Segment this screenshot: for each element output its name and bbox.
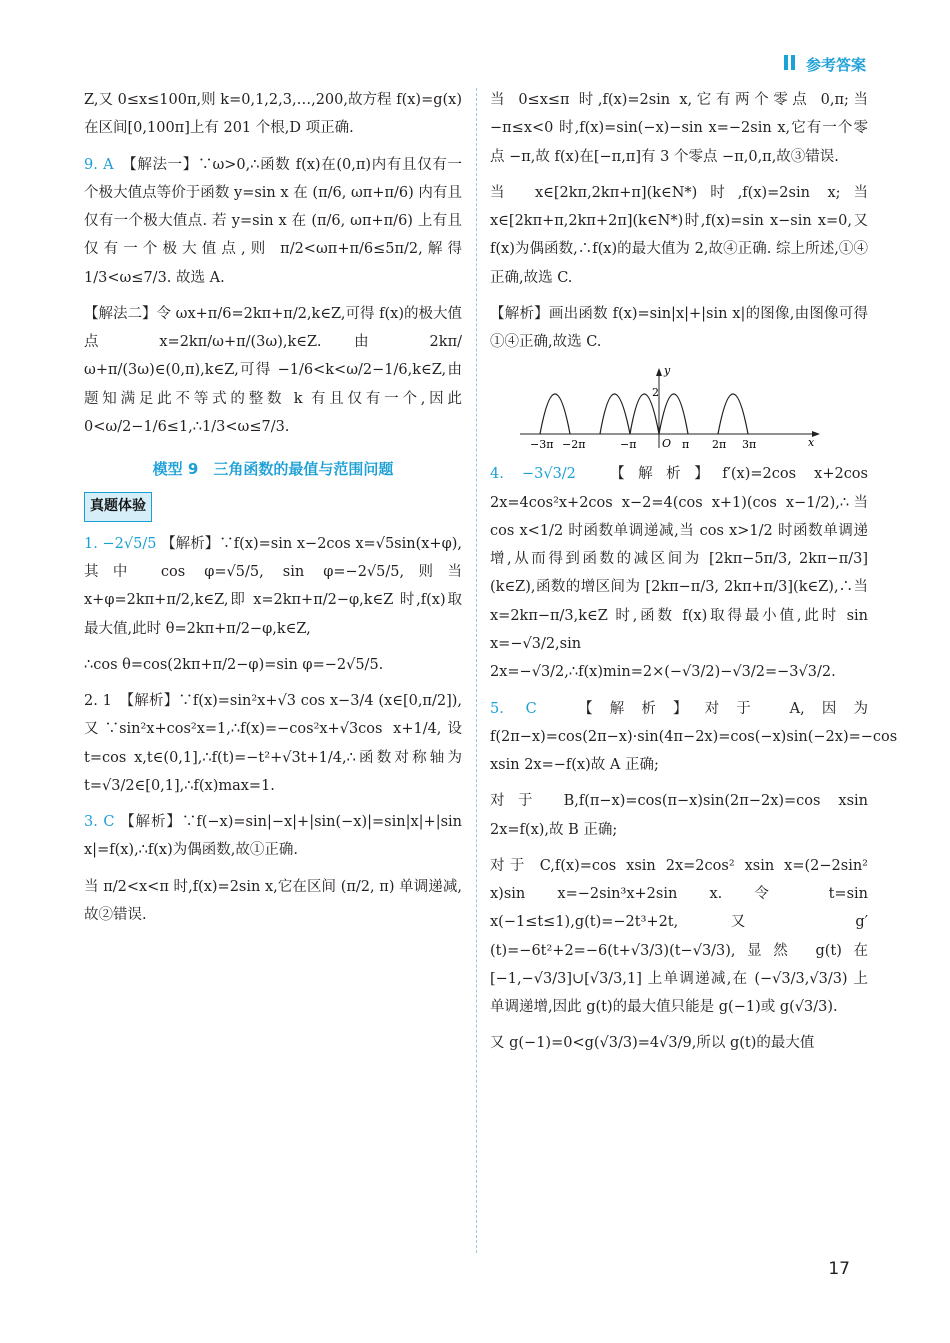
x-tick-label: π bbox=[682, 438, 690, 451]
answer-text: 【解析】f′(x)=2cos x+2cos 2x=4cos²x+2cos x−2=4(cos x+1)(cos x−1/2),∴当 cos x<1/2 时函数单调递减,当 cos x>1/2 时函数单调递增,从而得到函数的减区间为 [2kπ−5π/3, 2kπ−π/3](k∈Z),函数的增区间为 [2kπ−π/3, 2kπ+π/3](k∈Z),∴当 x=2kπ−π/3,k∈Z 时,函数 f(x)取得最小值,此时 sin x=−√3/2,sin 2x=−√3/2,∴f(x)min=2×(−√3/2)−√3/2=−3√3/2. bbox=[490, 466, 868, 681]
x-tick-label: −3π bbox=[530, 438, 554, 451]
answer-4 bbox=[490, 460, 868, 686]
paragraph: ∴cos θ=cos(2kπ+π/2−φ)=sin φ=−2√5/5. bbox=[84, 656, 384, 673]
origin-label: O bbox=[662, 437, 672, 451]
paragraph: 对于 B,f(π−x)=cos(π−x)sin(2π−2x)=cos xsin 2x=f(x),故 B 正确; bbox=[490, 793, 868, 838]
curve-hump bbox=[718, 394, 748, 434]
answer-text: 【解析】∵f(−x)=sin|−x|+|sin(−x)|=sin|x|+|sin x|=f(x),∴f(x)为偶函数,故①正确. bbox=[84, 814, 462, 859]
paragraph: 【解析】画出函数 f(x)=sin|x|+|sin x|的图像,由图像可得①④正确,故选 C. bbox=[490, 305, 868, 351]
answer-number: 9. A bbox=[84, 156, 114, 173]
section-tag: 真题体验 bbox=[84, 492, 152, 521]
answer-number: 4. −3√3/2 bbox=[490, 466, 576, 483]
answer-text: 【解析】∵f(x)=sin x−2cos x=√5sin(x+φ),其中 cos φ=√5/5, sin φ=−2√5/5,则当 x+φ=2kπ+π/2,k∈Z,即 x=2kπ+π/2−φ,k∈Z 时,f(x)取最大值,此时 θ=2kπ+π/2−φ,k∈Z, bbox=[84, 535, 462, 637]
paragraph: 当 π/2<x<π 时,f(x)=2sin x,它在区间 (π/2, π) 单调递减,故②错误. bbox=[84, 878, 462, 923]
paragraph: 当 0≤x≤π 时,f(x)=2sin x,它有两个零点 0,π;当 −π≤x<0 时,f(x)=sin(−x)−sin x=−2sin x,它有一个零点 −π,故 f(x)在[−π,π]有 3 个零点 −π,0,π,故③错误. bbox=[490, 92, 868, 165]
x-tick-label: 3π bbox=[742, 438, 757, 451]
answer-9 bbox=[84, 151, 462, 292]
paragraph: 又 g(−1)=0<g(√3/3)=4√3/9,所以 g(t)的最大值 bbox=[490, 1035, 815, 1052]
function-graph bbox=[520, 364, 820, 450]
answer-number: 1. −2√5/5 bbox=[84, 535, 157, 552]
x-tick-label: −π bbox=[620, 438, 637, 451]
page-number: 17 bbox=[828, 1259, 850, 1279]
column-divider bbox=[476, 88, 477, 1253]
answer-2: 2. 1 【解析】∵f(x)=sin²x+√3 cos x−3/4 (x∈[0,π/2]),又∵sin²x+cos²x=1,∴f(x)=−cos²x+√3cos x+1/4,设 t=cos x,t∈(0,1],∴f(t)=−t²+√3t+1/4,∴函数对称轴为 t=√3/2∈[0,1],∴f(x)max=1. bbox=[84, 693, 462, 794]
paragraph: Z,又 0≤x≤100π,则 k=0,1,2,3,…,200,故方程 f(x)=g(x)在区间[0,100π]上有 201 个根,D 项正确. bbox=[84, 92, 462, 137]
y-axis-label: y bbox=[664, 364, 671, 378]
x-tick-label: 2π bbox=[712, 438, 727, 451]
answer-number: 5. C bbox=[490, 700, 537, 717]
section-title: 模型 9 三角函数的最值与范围问题 bbox=[152, 460, 394, 479]
header-title: 参考答案 bbox=[805, 56, 866, 74]
answer-text: 【解析】对于 A,因为 f(2π−x)=cos(2π−x)·sin(4π−2x)=cos(−x)sin(−2x)=−cos xsin 2x=−f(x)故 A 正确; bbox=[490, 700, 898, 774]
paragraph: 【解法二】令 ωx+π/6=2kπ+π/2,k∈Z,可得 f(x)的极大值点 x=2kπ/ω+π/(3ω),k∈Z. 由 2kπ/ω+π/(3ω)∈(0,π),k∈Z,可得 −1/6<k<ω/2−1/6,k∈Z,由题知满足此不等式的整数 k 有且仅有一个,因此 0<ω/2−1/6≤1,∴1/3<ω≤7/3. bbox=[84, 305, 462, 435]
right-column bbox=[490, 86, 898, 1066]
paragraph: 当 x∈[2kπ,2kπ+π](k∈N*)时,f(x)=2sin x;当 x∈[2kπ+π,2kπ+2π](k∈N*)时,f(x)=sin x−sin x=0,又 f(x)为偶函数,∴f(x)的最大值为 2,故④正确. 综上所述,①④正确,故选 C. bbox=[490, 184, 868, 286]
answer-text: 【解法一】∵ω>0,∴函数 f(x)在(0,π)内有且仅有一个极大值点等价于函数 y=sin x 在 (π/6, ωπ+π/6) 内有且仅有一个极大值点. 若 y=sin x 在 (π/6, ωπ+π/6) 上有且仅有一个极大值点,则 π/2<ωπ+π/6≤5π/2,解得 1/3<ω≤7/3. 故选 A. bbox=[84, 156, 463, 286]
x-tick-label: −2π bbox=[562, 438, 586, 451]
x-axis-label: x bbox=[808, 436, 815, 450]
curve-hump bbox=[659, 394, 688, 434]
answer-5 bbox=[490, 695, 898, 780]
curve-hump bbox=[600, 394, 630, 434]
page-header bbox=[784, 54, 866, 75]
answer-3 bbox=[84, 808, 462, 865]
paragraph: 对于 C,f(x)=cos xsin 2x=2cos² xsin x=(2−2sin² x)sin x=−2sin³x+2sin x. 令 t=sin x(−1≤t≤1),g(t)=−2t³+2t,又 g′(t)=−6t²+2=−6(t+√3/3)(t−√3/3),显然 g(t)在 [−1,−√3/3]∪[√3/3,1] 上单调递减,在 (−√3/3,√3/3) 上单调递增,因此 g(t)的最大值只能是 g(−1)或 g(√3/3). bbox=[490, 857, 868, 1016]
header-bars-icon bbox=[784, 55, 798, 74]
curve-hump bbox=[540, 394, 570, 434]
curve-hump bbox=[630, 394, 659, 434]
y-axis-arrow-icon bbox=[656, 368, 662, 376]
answer-number: 3. C bbox=[84, 814, 115, 831]
y-tick-label: 2 bbox=[652, 386, 659, 400]
answer-1 bbox=[84, 530, 462, 643]
left-column bbox=[84, 86, 462, 937]
